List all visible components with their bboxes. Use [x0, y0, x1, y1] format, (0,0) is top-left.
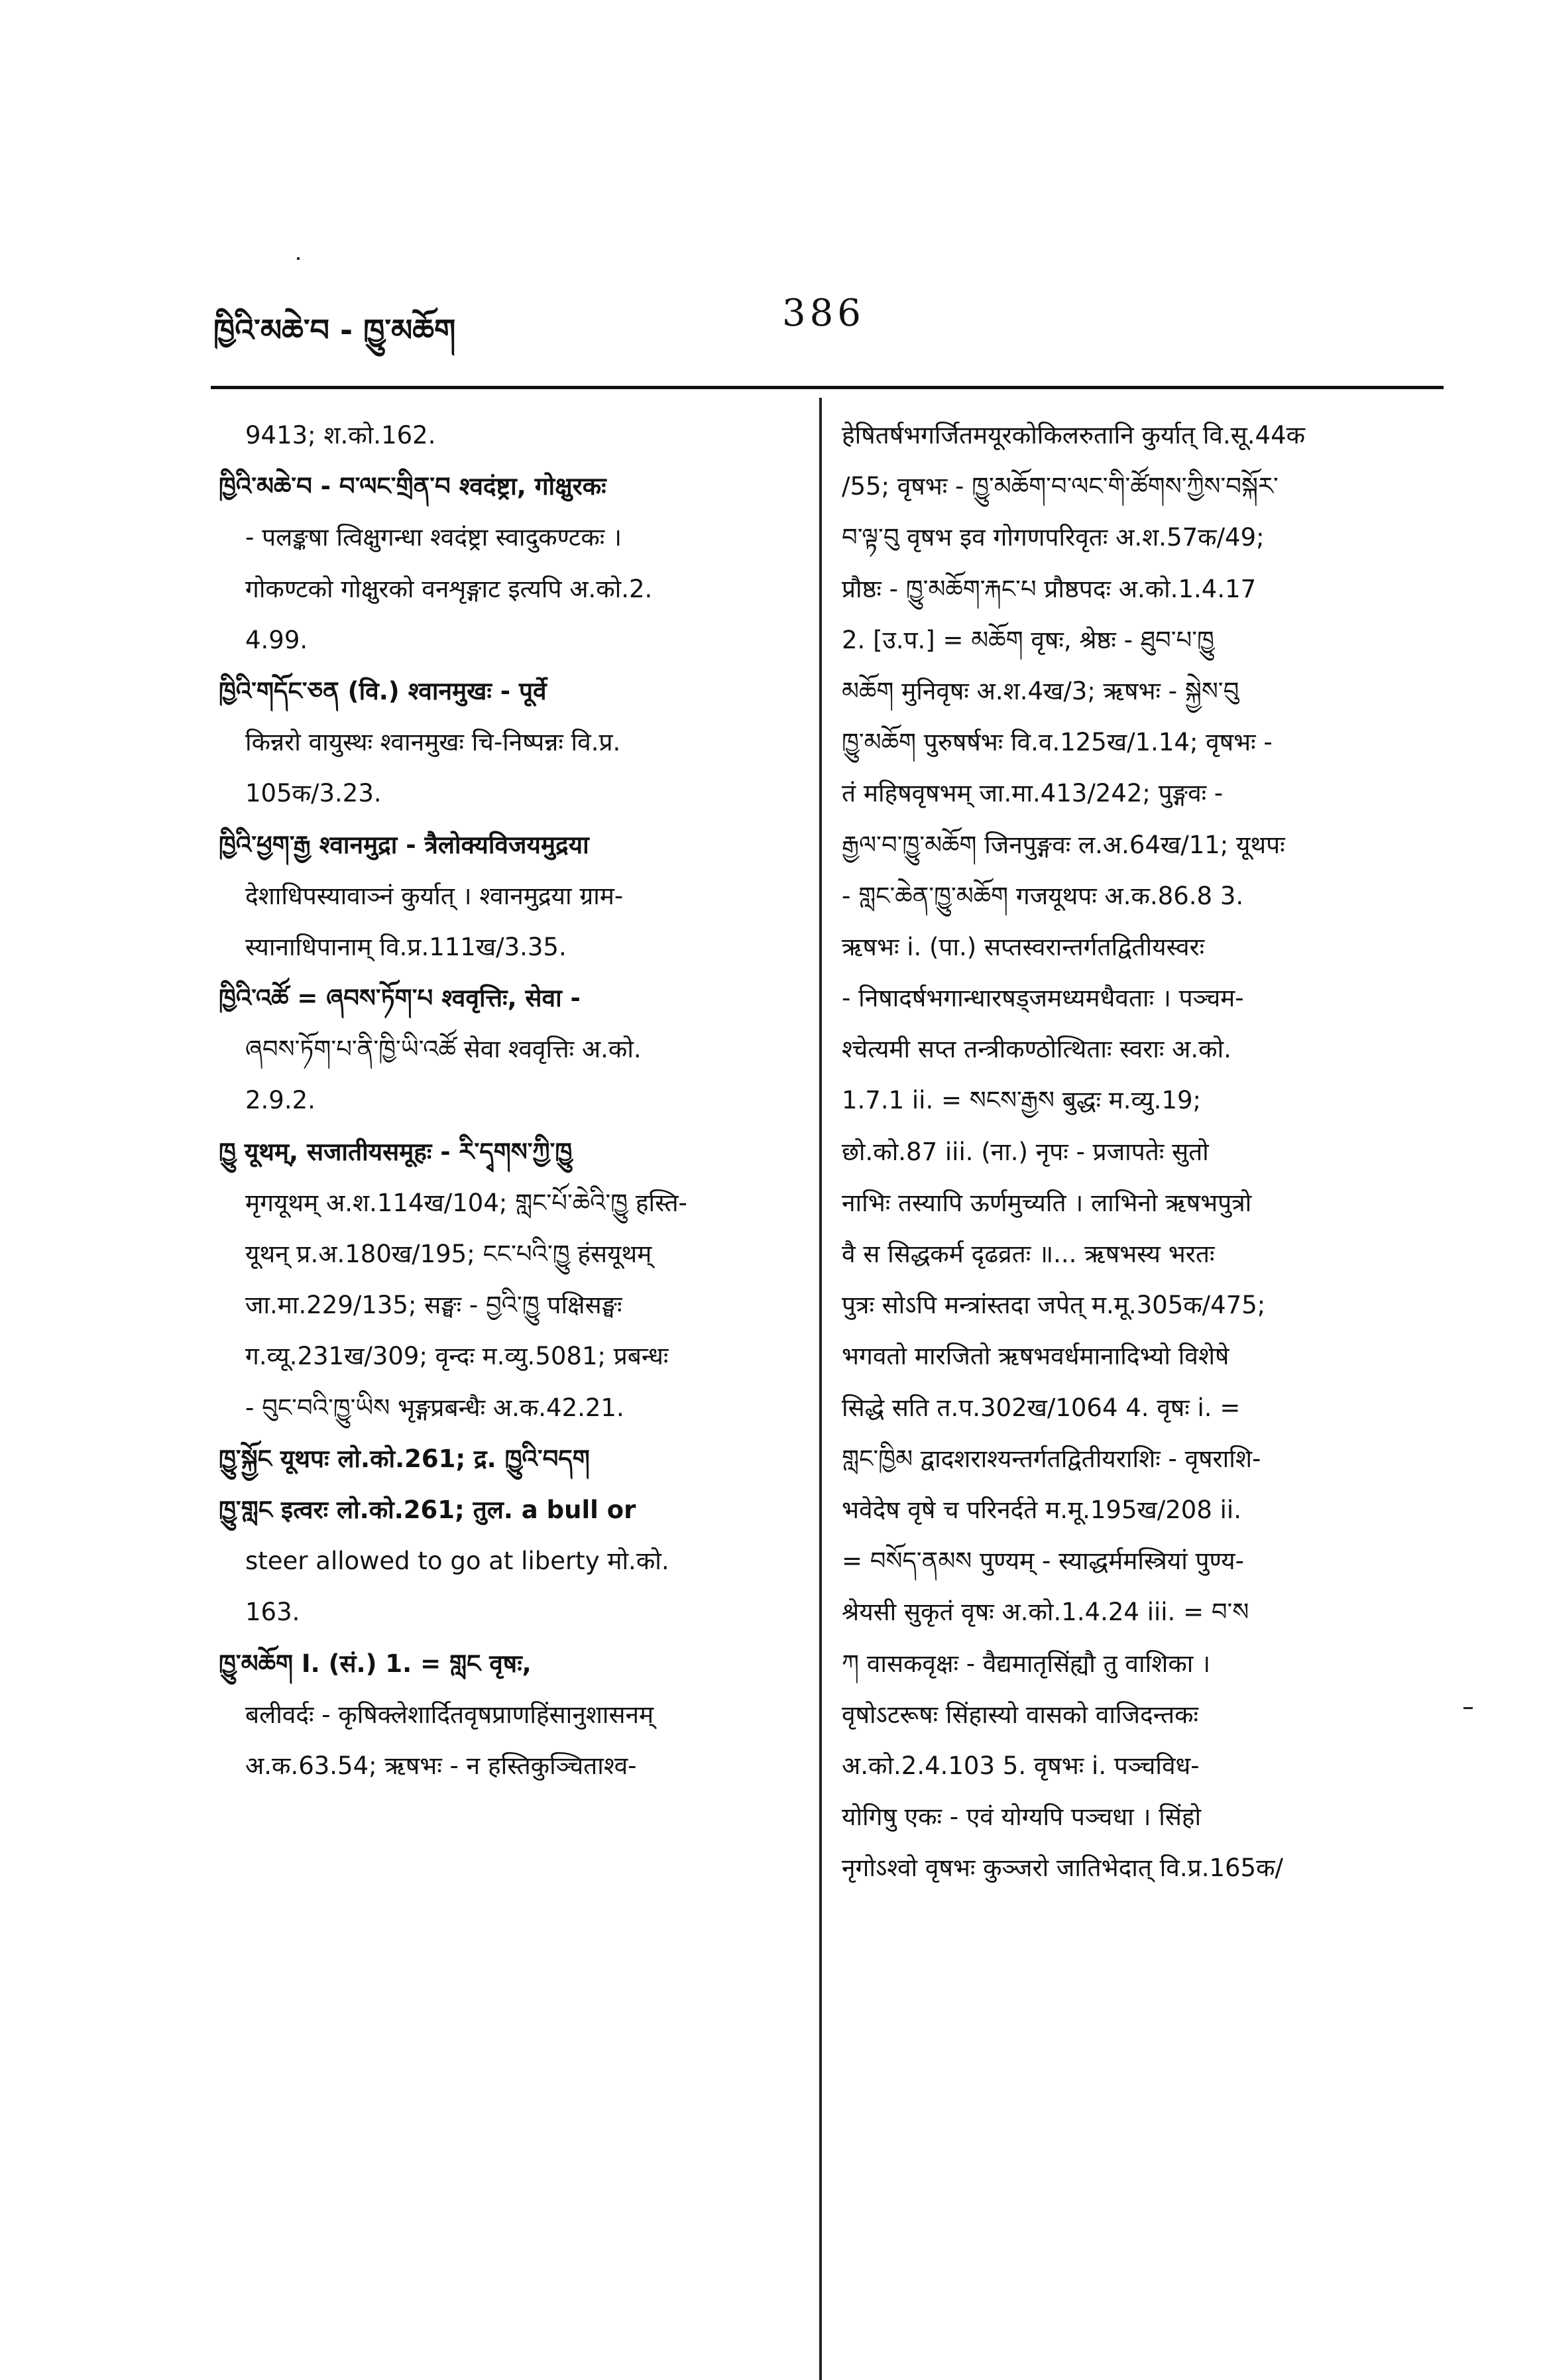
right-line: नाभिः तस्यापि ऊर्णमुच्यति । लाभिनो ऋषभपुत्रो — [842, 1188, 1252, 1217]
entry-line: ཁྱུ་གླང इत्वरः लो.को.261; तुल. a bull or — [219, 1495, 636, 1524]
left-line: गोकण्टको गोक्षुरको वनशृङ्गाट इत्यपि अ.को.2. — [245, 574, 653, 603]
left-line: मृगयूथम् अ.श.114ख/104; གླང་པོ་ཆེའི་ཁྱུ हस्ति- — [245, 1188, 687, 1217]
right-line: नृगोऽश्वो वृषभः कुञ्जरो जातिभेदात् वि.प्र.165क/ — [842, 1854, 1283, 1883]
entry-line: ཁྱིའི་འཚོ = ཞབས་ཏོག་པ श्ववृत्तिः, सेवा - — [219, 984, 581, 1013]
left-line: जा.मा.229/135; सङ्घः - བྱའི་ཁྱུ पक्षिसङ्घः — [245, 1291, 622, 1320]
entry-line: ཁྱིའི་མཆེ་བ - བ་ལང་གྲིན་བ श्वदंष्ट्रा, गोक्षुरकः — [219, 472, 606, 501]
left-line: अ.क.63.54; ऋषभः - न हस्तिकुञ्चिताश्व- — [245, 1751, 637, 1780]
right-line: वृषोऽटरूषः सिंहास्यो वासको वाजिदन्तकः — [842, 1700, 1199, 1729]
left-line: किन्नरो वायुस्थः श्वानमुखः चि-निष्पन्नः वि.प्र. — [245, 728, 621, 757]
right-line: ཀ वासकवृक्षः - वैद्यमातृसिंह्यौ तु वाशिका । — [842, 1649, 1211, 1678]
right-line: ཁྱུ་མཆོག पुरुषर्षभः वि.व.125ख/1.14; वृषभः - — [842, 728, 1273, 757]
right-line: श्चेत्यमी सप्त तन्त्रीकण्ठोत्थिताः स्वराः अ.को. — [842, 1035, 1231, 1064]
right-line: भवेदेष वृषे च परिनर्दते म.मू.195ख/208 ii. — [842, 1495, 1241, 1524]
left-line: 4.99. — [245, 625, 308, 654]
right-line: प्रौष्ठः - ཁྱུ་མཆོག་རྐང་པ प्रौष्ठपदः अ.को.1.4.17 — [842, 574, 1257, 603]
scan-speck — [1463, 1707, 1473, 1709]
left-line: steer allowed to go at liberty मो.को. — [245, 1547, 669, 1576]
left-line: बलीवर्दः - कृषिक्लेशार्दितवृषप्राणहिंसानुशासनम् — [245, 1700, 654, 1729]
right-line: अ.को.2.4.103 5. वृषभः i. पञ्चविध- — [842, 1751, 1200, 1780]
left-line: - पलङ्कषा त्विक्षुगन्धा श्वदंष्ट्रा स्वादुकण्टकः । — [245, 523, 622, 552]
right-line: = བསོད་ནམས पुण्यम् - स्याद्धर्ममस्त्रियां पुण्य- — [842, 1547, 1244, 1576]
left-line: यूथन् प्र.अ.180ख/195; ངང་པའི་ཁྱུ हंसयूथम् — [245, 1240, 652, 1268]
left-line: देशाधिपस्यावाञ्नं कुर्यात् । श्वानमुद्रया ग्राम- — [245, 881, 624, 910]
right-line: མཆོག मुनिवृषः अ.श.4ख/3; ऋषभः - སྐྱེས་བུ — [842, 676, 1239, 705]
right-line: - གླང་ཆེན་ཁྱུ་མཆོག गजयूथपः अ.क.86.8 3. — [842, 881, 1244, 910]
entry-line: ཁྱིའི་ཕྱག་རྒྱ श्वानमुद्रा - त्रैलोक्यविजयमुद्रया — [219, 830, 589, 859]
header-rule — [211, 386, 1444, 389]
running-header: ཁྱིའི་མཆེ་བ - ཁྱུ་མཆོག — [213, 312, 456, 348]
right-line: तं महिषवृषभम् जा.मा.413/242; पुङ्गवः - — [842, 779, 1224, 808]
page-number: 386 — [782, 292, 865, 335]
left-line: 105क/3.23. — [245, 779, 382, 808]
right-line: सिद्धे सति त.प.302ख/1064 4. वृषः i. = — [842, 1393, 1241, 1422]
entry-line: ཁྱུ यूथम्, सजातीयसमूहः - རི་དྭགས་ཀྱི་ཁྱུ — [219, 1137, 573, 1166]
left-line: ग.व्यू.231ख/309; वृन्दः म.व्यु.5081; प्रबन्धः — [245, 1342, 669, 1371]
left-line: स्यानाधिपानाम् वि.प्र.111ख/3.35. — [245, 932, 567, 961]
left-line: - བུང་བའི་ཁྱུ་ཡིས भृङ्गप्रबन्धैः अ.क.42.21. — [245, 1393, 624, 1422]
right-line: छो.को.87 iii. (ना.) नृपः - प्रजापतेः सुतो — [842, 1137, 1209, 1166]
right-column — [842, 410, 1425, 1893]
left-line: ཞབས་ཏོག་པ་ནི་ཁྱི་ཡི་འཚོ सेवा श्ववृत्तिः अ.को. — [245, 1035, 642, 1064]
right-line: གླང་ཁྱིམ द्वादशराश्यन्तर्गतद्वितीयराशिः - वृषराशि- — [842, 1444, 1261, 1473]
right-line: - निषादर्षभगान्धारषड्जमध्यमधैवताः । पञ्चम- — [842, 984, 1244, 1013]
right-line: རྒྱལ་བ་ཁྱུ་མཆོག जिनपुङ्गवः ल.अ.64ख/11; यूथपः — [842, 830, 1285, 859]
right-line: योगिषु एकः - एवं योग्यपि पञ्चधा । सिंहो — [842, 1803, 1202, 1832]
scan-speck — [297, 257, 300, 260]
left-line: 9413; श.को.162. — [245, 421, 436, 449]
right-line: भगवतो मारजितो ऋषभवर्धमानादिभ्यो विशेषे — [842, 1342, 1229, 1371]
right-line: /55; वृषभः - ཁྱུ་མཆོག་བ་ལང་གི་ཚོགས་ཀྱིས་བསྐོར་ — [842, 472, 1279, 501]
left-column — [219, 410, 802, 1791]
right-line: श्रेयसी सुकृतं वृषः अ.को.1.4.24 iii. = བ་ས — [842, 1598, 1249, 1627]
right-line: पुत्रः सोऽपि मन्त्रांस्तदा जपेत् म.मू.305क/475; — [842, 1291, 1266, 1320]
entry-line: ཁྱུ་མཆོག I. (सं.) 1. = གླང वृषः, — [219, 1649, 532, 1678]
entry-line: ཁྱིའི་གདོང་ཅན (वि.) श्वानमुखः - पूर्वे — [219, 676, 547, 705]
right-line: 2. [उ.प.] = མཆོག वृषः, श्रेष्ठः - ཐུབ་པ་ཁྱུ — [842, 625, 1214, 654]
column-divider — [819, 398, 822, 2380]
left-line: 2.9.2. — [245, 1086, 315, 1115]
right-line: 1.7.1 ii. = སངས་རྒྱས बुद्धः म.व्यु.19; — [842, 1086, 1201, 1115]
right-line: वै स सिद्धकर्म दृढव्रतः ॥... ऋषभस्य भरतः — [842, 1240, 1215, 1268]
right-line: हेषितर्षभगर्जितमयूरकोकिलरुतानि कुर्यात् वि.सू.44क — [842, 421, 1306, 449]
right-line: བ་ལྟ་བུ वृषभ इव गोगणपरिवृतः अ.श.57क/49; — [842, 523, 1265, 552]
right-line: ऋषभः i. (पा.) सप्तस्वरान्तर्गतद्वितीयस्वरः — [842, 932, 1205, 961]
left-line: 163. — [245, 1598, 300, 1627]
entry-line: ཁྱུ་སྐྱོང यूथपः लो.को.261; द्र. ཁྱུའི་བདག — [219, 1444, 590, 1473]
